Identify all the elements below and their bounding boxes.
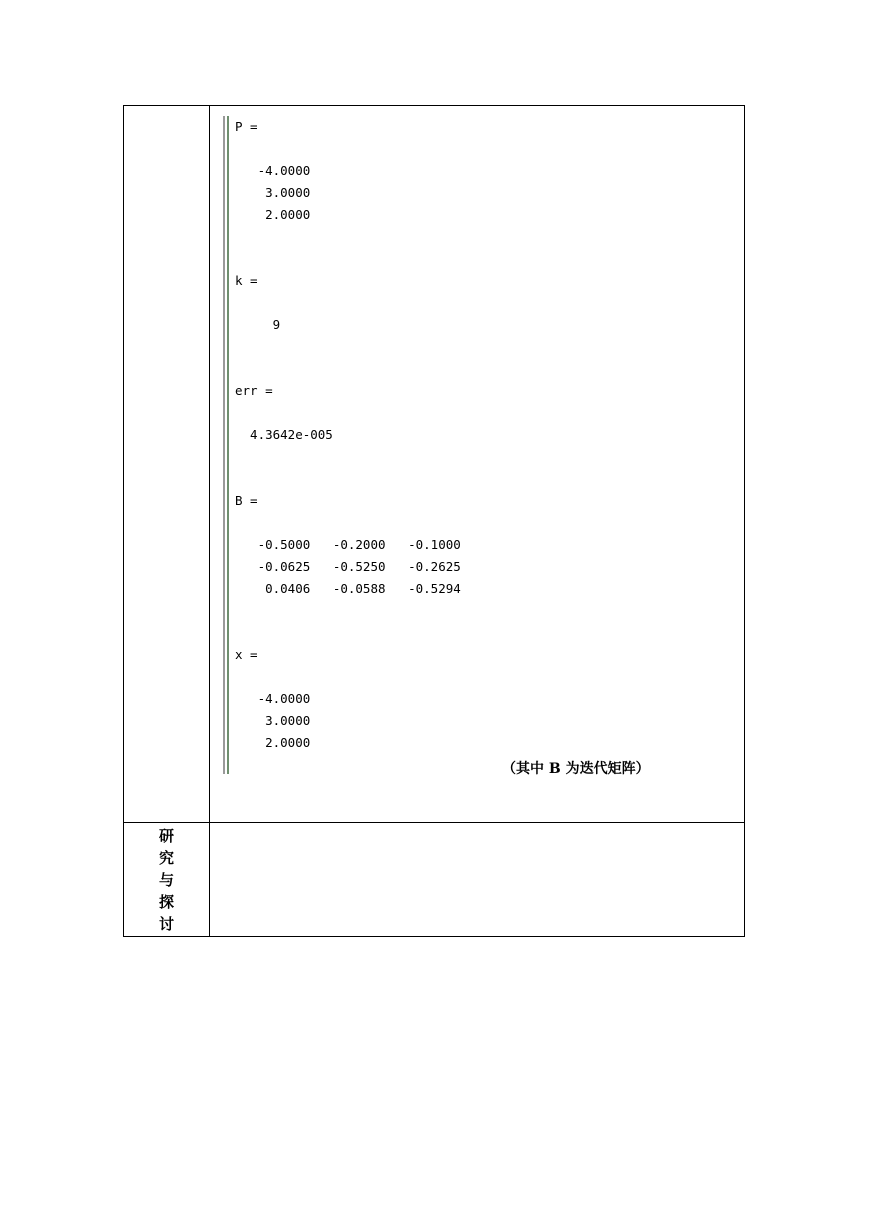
figure-caption: （其中 B 为迭代矩阵） (502, 761, 650, 777)
research-discussion-content (210, 823, 744, 937)
console-line (235, 666, 461, 688)
console-line (235, 600, 461, 622)
console-line (235, 336, 461, 358)
console-line (235, 446, 461, 468)
section-label-char: 究 (158, 849, 174, 867)
console-line: 3.0000 (235, 185, 311, 200)
column-divider (209, 106, 210, 936)
console-line: P = (235, 119, 258, 134)
console-line: 2.0000 (235, 735, 311, 750)
console-line: -4.0000 (235, 691, 311, 706)
console-line: -0.0625 -0.5250 -0.2625 (235, 559, 461, 574)
section-label-research-discussion (124, 823, 209, 937)
console-line (235, 248, 461, 270)
console-line (235, 512, 461, 534)
console-line: 4.3642e-005 (235, 427, 333, 442)
console-line: 2.0000 (235, 207, 311, 222)
console-line (235, 358, 461, 380)
console-line: x = (235, 647, 258, 662)
console-left-border-inner (227, 116, 229, 774)
console-line (235, 468, 461, 490)
console-line (235, 402, 461, 424)
console-output (235, 116, 461, 754)
console-line: k = (235, 273, 258, 288)
console-line (235, 138, 461, 160)
console-left-border (223, 116, 225, 774)
console-line: -4.0000 (235, 163, 311, 178)
section-label-char: 讨 (158, 915, 174, 933)
matlab-output-screenshot (223, 116, 723, 774)
console-line (235, 292, 461, 314)
section-label-char: 探 (158, 893, 174, 911)
console-line: B = (235, 493, 258, 508)
console-line (235, 622, 461, 644)
console-line: -0.5000 -0.2000 -0.1000 (235, 537, 461, 552)
section-label-char: 与 (158, 871, 174, 889)
section-label-char: 研 (158, 827, 174, 845)
console-line: err = (235, 383, 273, 398)
console-line: 3.0000 (235, 713, 311, 728)
report-table (123, 105, 745, 937)
console-line: 9 (235, 317, 281, 332)
console-line (235, 226, 461, 248)
console-line: 0.0406 -0.0588 -0.5294 (235, 581, 461, 596)
